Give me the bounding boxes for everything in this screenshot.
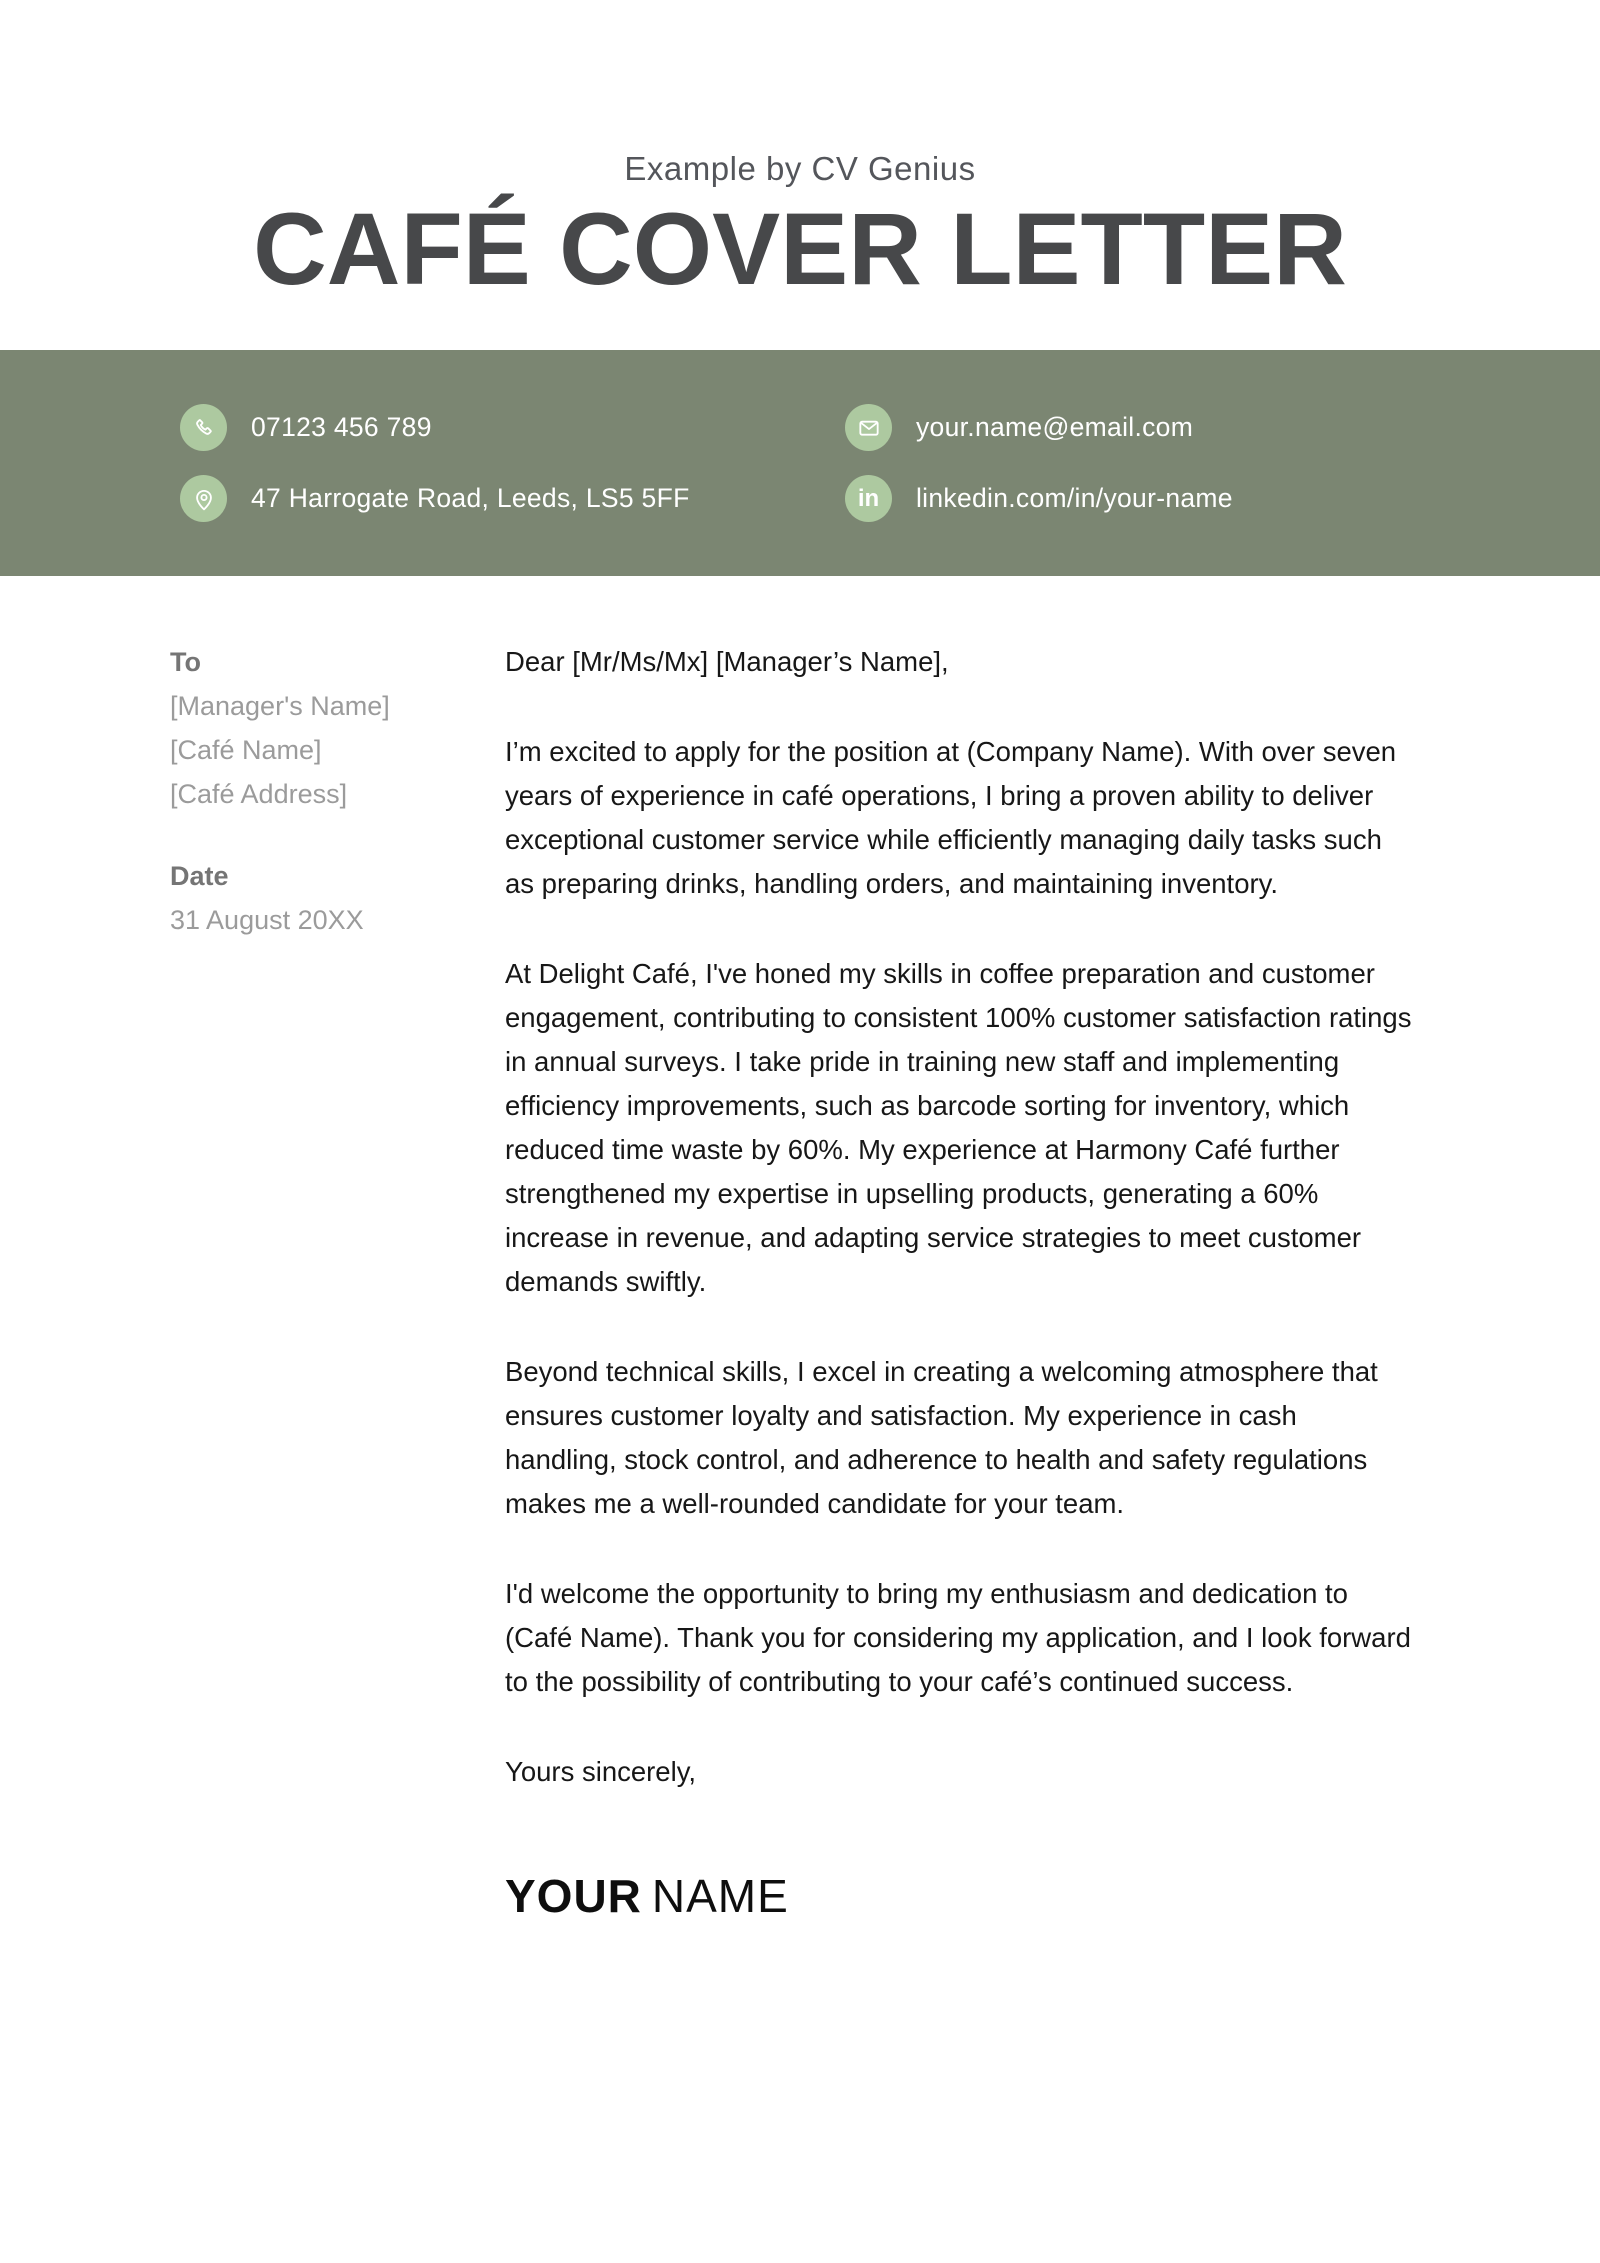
linkedin-icon [845,475,892,522]
signature [505,1870,1415,1922]
address-text: 47 Harrogate Road, Leeds, LS5 5FF [251,483,690,513]
closing-line: Yours sincerely, [505,1756,697,1787]
date-block [170,854,505,942]
linkedin-text: linkedin.com/in/your-name [916,483,1233,513]
recipient-cafe-address: [Café Address] [170,779,348,809]
to-label: To [170,647,201,677]
salutation: Dear [Mr/Ms/Mx] [Manager’s Name], [505,646,949,677]
contact-column-right [845,404,1233,522]
contact-item-linkedin [845,475,1233,522]
contact-grid [0,404,1600,522]
linkedin-in-glyph: in [857,484,880,512]
paragraph-soft-skills: Beyond technical skills, I excel in creating a welcoming atmosphere that ensures customer loyalty and satisfaction. My experience in cash handling, stock control, and adherence to health and safety regulations makes me a well-rounded candidate for your team. [505,1356,1378,1519]
signature-last-name: NAME [651,1870,789,1922]
letter-body [505,640,1415,1922]
contact-column-left [180,404,845,522]
phone-number: 07123 456 789 [251,412,432,442]
paragraph-experience: At Delight Café, I've honed my skills in coffee preparation and customer engagement, contributing to consistent 100% customer satisfaction ratings in annual surveys. I take pride in training new staff and implementing efficiency improvements, such as barcode sorting for inventory, which reduced time waste by 60%. My experience at Harmony Café further strengthened my expertise in upselling products, generating a 60% increase in revenue, and adapting service strategies to meet customer demands swiftly. [505,958,1412,1297]
date-label: Date [170,861,229,891]
email-icon [845,404,892,451]
phone-icon [180,404,227,451]
contact-item-phone [180,404,845,451]
date-value: 31 August 20XX [170,905,364,935]
page-title: CAFÉ COVER LETTER [253,192,1347,306]
paragraph-intro: I’m excited to apply for the position at (Company Name). With over seven years of experience in café operations, I bring a proven ability to deliver exceptional customer service while efficiently managing daily tasks such as preparing drinks, handling orders, and maintaining inventory. [505,736,1397,899]
email-text: your.name@email.com [916,412,1194,442]
signature-first-name: YOUR [505,1870,642,1922]
location-icon [180,475,227,522]
recipient-cafe-name: [Café Name] [170,735,322,765]
example-byline: Example by CV Genius [624,150,976,187]
contact-item-address [180,475,845,522]
letter-content [0,640,1600,1922]
paragraph-thanks: I'd welcome the opportunity to bring my enthusiasm and dedication to (Café Name). Thank you for considering my application, and I look forward to the possibility of contributing to your café’s continued success. [505,1578,1411,1697]
recipient-block [170,640,505,1918]
recipient-manager-name: [Manager's Name] [170,691,390,721]
contact-band [0,350,1600,576]
contact-item-email [845,404,1233,451]
